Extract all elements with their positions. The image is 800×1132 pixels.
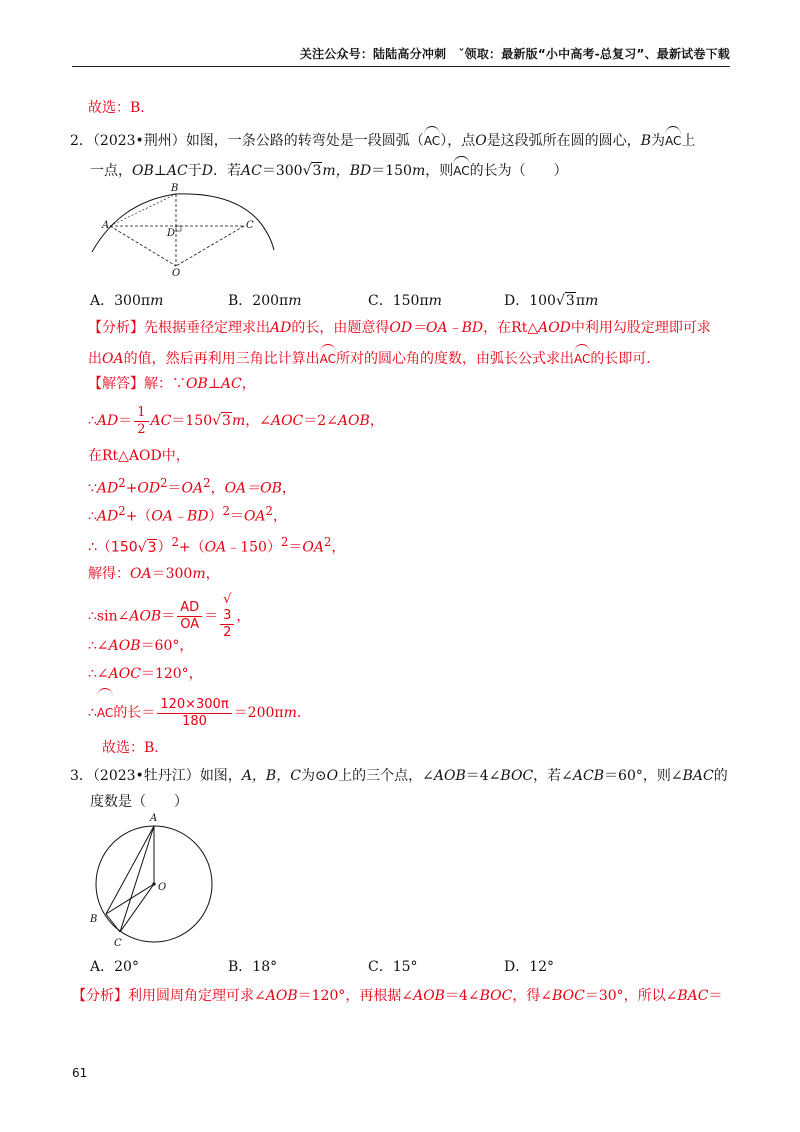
q3-option-b[interactable]: B．18° xyxy=(228,959,278,975)
arc-ac-symbol: AC xyxy=(453,158,469,181)
q2-stem-line1: 2．（2023•荆州）如图，一条公路的转弯处是一段圆弧（AC），点O是这段弧所在圆的圆心，B为AC上 xyxy=(70,128,695,151)
q2-option-a[interactable]: A．300πm xyxy=(90,293,164,309)
q2-option-c[interactable]: C．150πm xyxy=(368,293,442,309)
label-c: C xyxy=(114,938,122,949)
q2-solution-line5: $\therefore AD^2+(OA﹣BD)^2=OA^2$， xyxy=(88,504,287,525)
page-number: 61 xyxy=(72,1066,88,1080)
q2-analysis-line2: 出OA的值，然后再利用三角比计算出AC所对的圆心角的度数，由弧长公式求出AC的长即可． xyxy=(88,346,660,369)
q2-option-b[interactable]: B．200πm xyxy=(228,293,302,309)
previous-answer: 故选：B. xyxy=(88,100,145,116)
q2-solution-line3: 在Rt△AOD中， xyxy=(88,448,190,464)
q2-solution-line7: 解得：OA＝300m， xyxy=(88,566,220,582)
q2-road-arc-figure xyxy=(88,182,278,280)
q2-final-answer: 故选：B. xyxy=(102,740,159,756)
sqrt-symbol: √3 xyxy=(302,163,322,179)
q3-stem-line2: 度数是（ ） xyxy=(90,794,188,810)
q3-option-a[interactable]: A．20° xyxy=(90,959,139,975)
q3-circle-figure xyxy=(86,810,216,950)
label-d: D xyxy=(167,228,176,239)
q2-solution-line1: 【解答】解：∵OB⊥AC， xyxy=(88,376,256,392)
q2-solution-line2: ∴AD＝ $\frac{1}{2}$ AC＝150√3m，∠AOC＝2∠AOB， xyxy=(88,404,384,437)
q2-stem-line2: 一点，OB⊥AC于D．若AC＝300√3m，BD＝150m，则AC的长为（ ） xyxy=(90,158,568,181)
label-c: C xyxy=(246,220,254,231)
q3-analysis: 【分析】利用圆周角定理可求∠AOB＝120°，再根据∠AOB＝4∠BOC，得∠BOC＝30°，所以∠BAC＝ xyxy=(72,988,723,1004)
q3-option-d[interactable]: D．12° xyxy=(504,959,555,975)
q2-solution-line10: ∴∠AOC＝120°， xyxy=(88,666,203,682)
label-o: O xyxy=(158,882,167,893)
q2-solution-line6: $\therefore(150√3)^2+(OA﹣150)^2=OA^2$， xyxy=(88,535,346,556)
arc-ac-symbol: AC xyxy=(665,128,681,151)
q3-option-c[interactable]: C．15° xyxy=(368,959,418,975)
q2-solution-line9: ∴∠AOB＝60°， xyxy=(88,638,194,654)
q2-solution-line11: ∴AC的长＝ $\frac{120\times 300\pi}{180}$ ＝200πm． xyxy=(88,690,311,733)
q2-solution-line8: ∴sin∠AOB＝ $\frac{AD}{OA}$ ＝ √ 3 2 ， xyxy=(88,592,251,640)
label-b: B xyxy=(90,914,98,925)
page-header xyxy=(72,44,730,67)
label-b: B xyxy=(171,183,179,194)
q3-stem-line1: 3．（2023•牡丹江）如图，A，B，C为⊙O上的三个点，∠AOB＝4∠BOC，若∠ACB＝60°，则∠BAC的 xyxy=(70,768,728,784)
q2-solution-line4: $\because AD^2+OD^2=OA^2$，OA＝OB， xyxy=(88,476,296,497)
label-a: A xyxy=(150,813,158,824)
label-o: O xyxy=(172,268,181,279)
q2-option-d[interactable]: D．100√3πm xyxy=(504,293,599,309)
q2-analysis-line1: 【分析】先根据垂径定理求出AD的长，由题意得OD＝OA﹣BD，在Rt△AOD中利用勾股定理即可求 xyxy=(88,320,711,336)
header-text: 关注公众号：陆陆高分冲刺 ˇ领取：最新版“小中高考-总复习”、最新试卷下载 xyxy=(299,47,730,61)
arc-ac-symbol: AC xyxy=(424,128,440,151)
label-a: A xyxy=(102,220,110,231)
